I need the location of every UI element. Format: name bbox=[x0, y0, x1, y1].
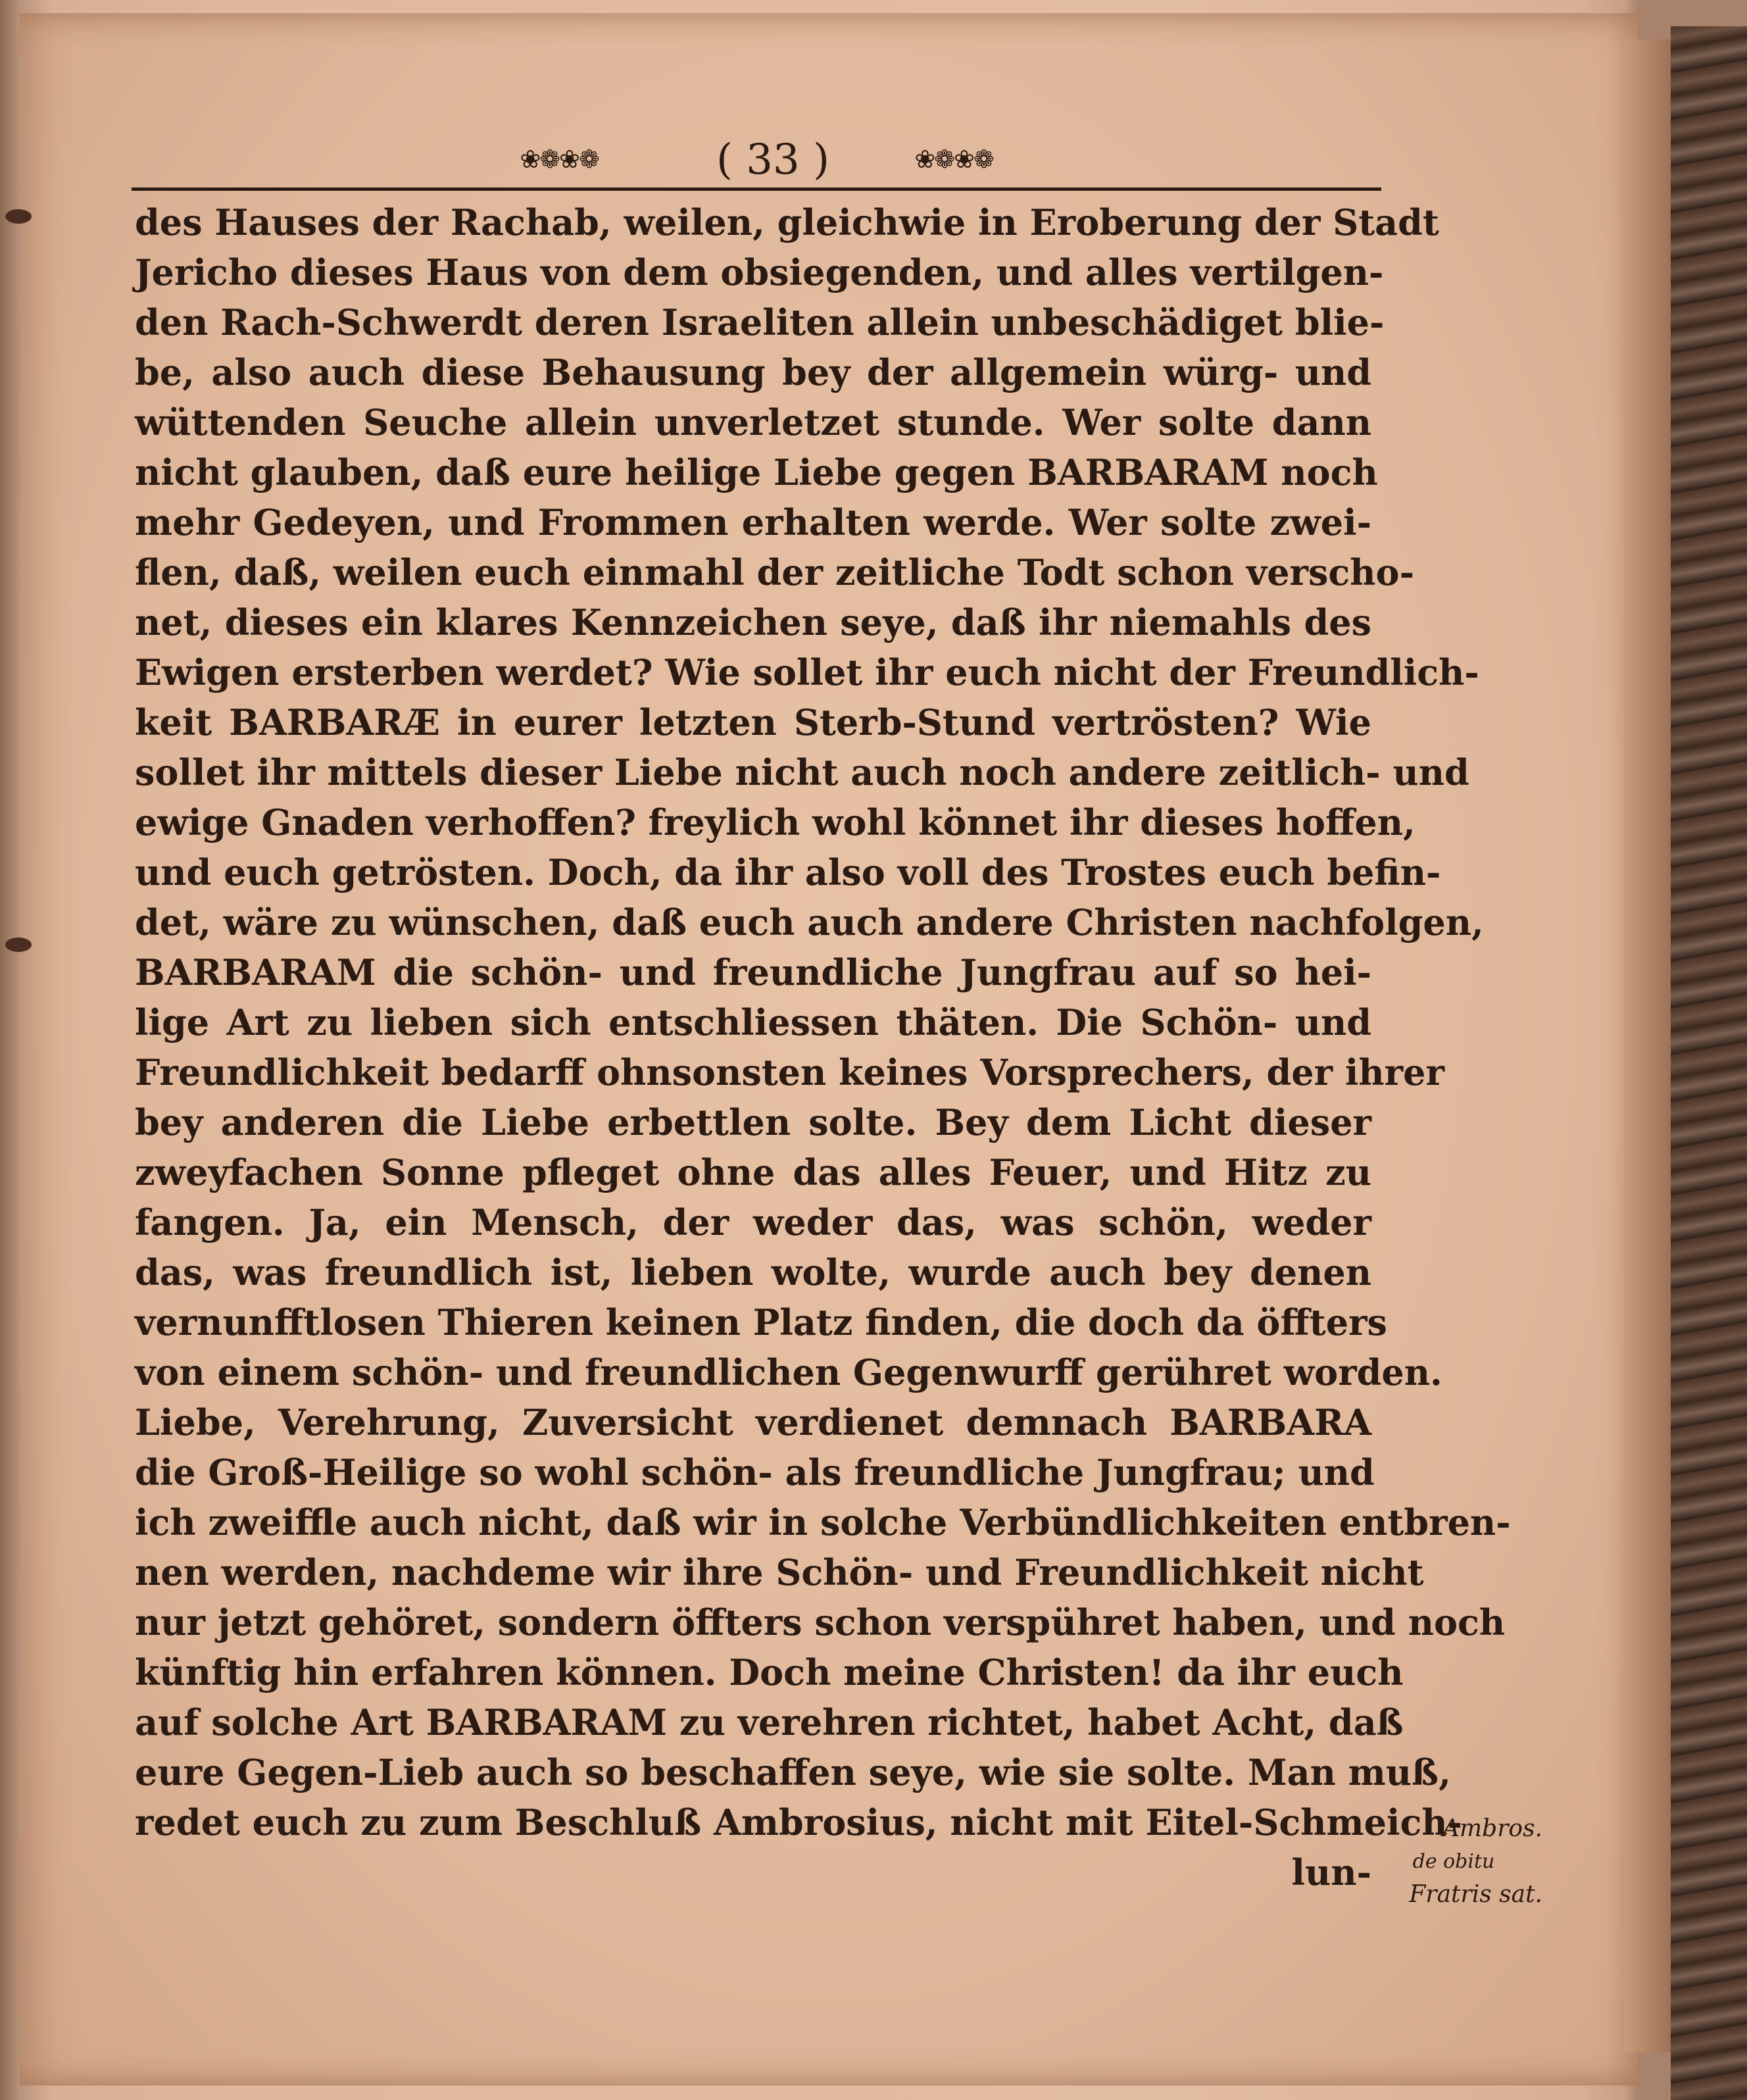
text-line: keit BARBARÆ in eurer letzten Sterb-Stund vertrösten? Wie bbox=[135, 701, 1371, 743]
binding-holes bbox=[0, 0, 39, 2100]
marbled-cover-edge bbox=[1671, 26, 1747, 2100]
text-line: sollet ihr mittels dieser Liebe nicht auch noch andere zeitlich- und bbox=[135, 751, 1469, 793]
text-line: Freundlichkeit bedarff ohnsonsten keines Vorsprechers, der ihrer bbox=[135, 1051, 1444, 1093]
page-header bbox=[132, 132, 1381, 191]
text-line: zweyfachen Sonne pfleget ohne das alles Feuer, und Hitz zu bbox=[135, 1151, 1371, 1193]
text-line: mehr Gedeyen, und Frommen erhalten werde. Wer solte zwei- bbox=[135, 501, 1371, 543]
page-edge bbox=[1625, 39, 1671, 2053]
text-line: den Rach-Schwerdt deren Israeliten allein unbeschädiget blie- bbox=[135, 301, 1385, 343]
text-line: lige Art zu lieben sich entschliessen thäten. Die Schön- und bbox=[135, 1001, 1371, 1043]
ornament-left: ❀❁❀❁ bbox=[520, 145, 599, 174]
text-line: net, dieses ein klares Kennzeichen seye, daß ihr niemahls des bbox=[135, 601, 1371, 643]
text-line: von einem schön- und freundlichen Gegenwurff gerühret worden. bbox=[135, 1351, 1442, 1393]
margin-note bbox=[1365, 1813, 1542, 1911]
text-line: det, wäre zu wünschen, daß euch auch andere Christen nachfolgen, bbox=[135, 901, 1484, 943]
text-line: nicht glauben, daß eure heilige Liebe gegen BARBARAM noch bbox=[135, 451, 1378, 493]
text-line: das, was freundlich ist, lieben wolte, wurde auch bey denen bbox=[135, 1251, 1371, 1293]
text-line: ewige Gnaden verhoffen? freylich wohl könnet ihr dieses hoffen, bbox=[135, 801, 1415, 843]
text-line: vernunfftlosen Thieren keinen Platz finden, die doch da öffters bbox=[135, 1301, 1387, 1343]
text-line: die Groß-Heilige so wohl schön- als freundliche Jungfrau; und bbox=[135, 1451, 1375, 1493]
text-line: redet euch zu zum Beschluß Ambrosius, nicht mit Eitel-Schmeich- bbox=[135, 1801, 1463, 1843]
text-line: ich zweiffle auch nicht, daß wir in solche Verbündlichkeiten entbren- bbox=[135, 1501, 1511, 1543]
text-line: auf solche Art BARBARAM zu verehren richtet, habet Acht, daß bbox=[135, 1701, 1404, 1743]
text-line: wüttenden Seuche allein unverletzet stunde. Wer solte dann bbox=[135, 401, 1371, 443]
binding-hole bbox=[5, 938, 32, 952]
text-line: Liebe, Verehrung, Zuversicht verdienet demnach BARBARA bbox=[135, 1401, 1371, 1443]
text-line: und euch getrösten. Doch, da ihr also voll des Trostes euch befin- bbox=[135, 851, 1441, 893]
page-number: ( 33 ) bbox=[716, 136, 830, 184]
margin-note-work: de obitu bbox=[1412, 1850, 1495, 1873]
text-line: eure Gegen-Lieb auch so beschaffen seye, wie sie solte. Man muß, bbox=[135, 1751, 1451, 1793]
catchword: lun- bbox=[1291, 1851, 1371, 1893]
text-line: BARBARAM die schön- und freundliche Jungfrau auf so hei- bbox=[135, 951, 1371, 993]
margin-note-ref: Fratris sat. bbox=[1409, 1881, 1542, 1908]
text-line: be, also auch diese Behausung bey der allgemein würg- und bbox=[135, 351, 1371, 393]
text-line: des Hauses der Rachab, weilen, gleichwie in Eroberung der Stadt bbox=[135, 201, 1439, 243]
binding-hole bbox=[5, 209, 32, 224]
ornament-right: ❀❁❀❁ bbox=[914, 145, 993, 174]
text-line: nur jetzt gehöret, sondern öffters schon verspühret haben, und noch bbox=[135, 1601, 1506, 1643]
header-rule bbox=[132, 188, 1381, 191]
text-line: nen werden, nachdeme wir ihre Schön- und Freundlichkeit nicht bbox=[135, 1551, 1424, 1593]
text-line: flen, daß, weilen euch einmahl der zeitliche Todt schon verscho- bbox=[135, 551, 1414, 593]
text-line: Ewigen ersterben werdet? Wie sollet ihr euch nicht der Freundlich- bbox=[135, 651, 1479, 693]
text-line: fangen. Ja, ein Mensch, der weder das, was schön, weder bbox=[135, 1201, 1371, 1243]
text-line: künftig hin erfahren können. Doch meine Christen! da ihr euch bbox=[135, 1651, 1404, 1693]
text-line: Jericho dieses Haus von dem obsiegenden, und alles vertilgen- bbox=[135, 251, 1384, 293]
text-line: bey anderen die Liebe erbettlen solte. Bey dem Licht dieser bbox=[135, 1101, 1371, 1143]
margin-note-author: Ambros. bbox=[1442, 1815, 1542, 1842]
